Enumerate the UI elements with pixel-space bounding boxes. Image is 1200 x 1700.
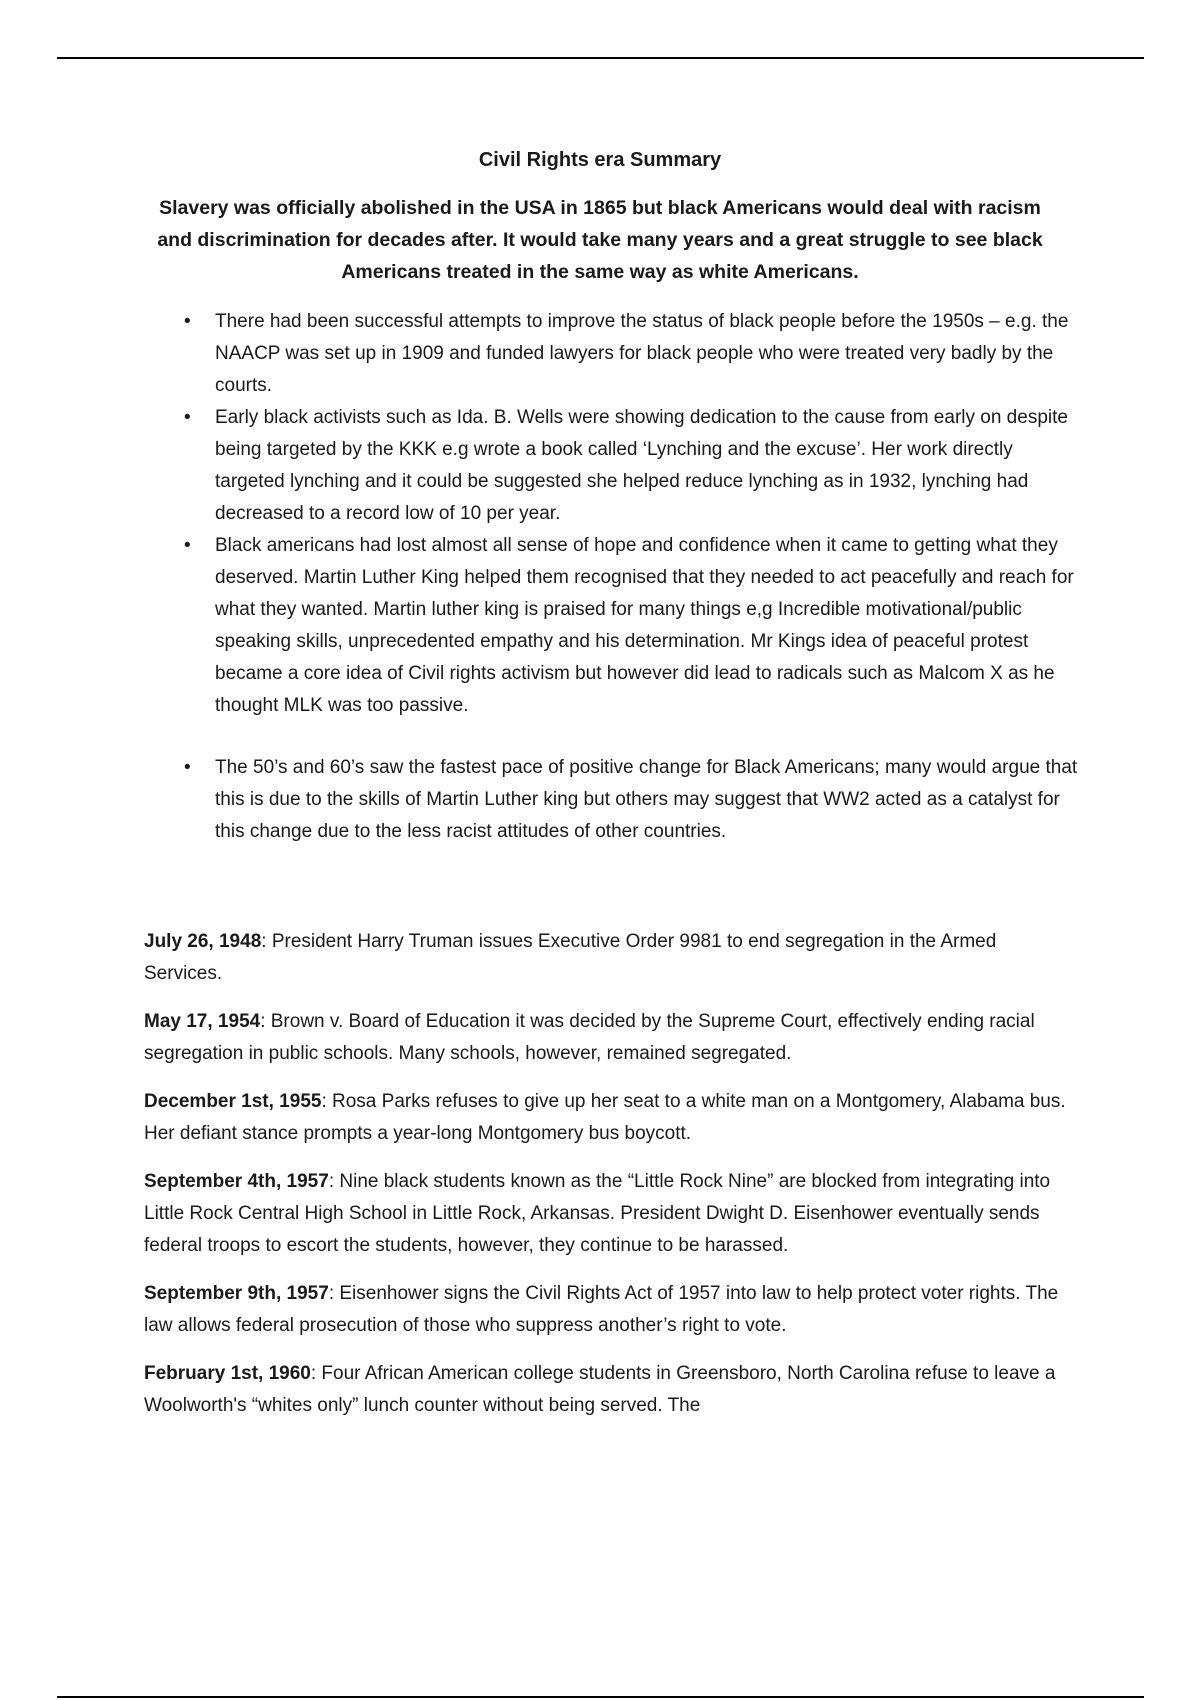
timeline-date: July 26, 1948 <box>144 931 262 952</box>
intro-paragraph: Slavery was officially abolished in the USA in 1865 but black Americans would deal with racism and discrimination for decades after. It would take many years and a great struggle to see black Americans treated in the same way as white Americans. <box>157 197 1043 283</box>
timeline-date: September 9th, 1957 <box>144 1283 329 1304</box>
timeline-text: : Rosa Parks refuses to give up her seat to a white man on a Montgomery, Alabama bus. Her defiant stance prompts a year-long Montgomery bus boycott. <box>144 1091 1066 1144</box>
timeline-entry <box>144 1166 1079 1262</box>
timeline-date: February 1st, 1960 <box>144 1363 311 1384</box>
timeline-section <box>144 926 1079 1438</box>
bullet-item: • There had been successful attempts to improve the status of black people before the 1950s – e.g. the NAACP was set up in 1909 and funded lawyers for black people who were treated very badly by the courts. <box>215 306 1080 402</box>
summary-bullet-list <box>215 306 1080 848</box>
timeline-entry <box>144 1358 1079 1422</box>
timeline-text: : Four African American college students in Greensboro, North Carolina refuse to leave a Woolworth's “whites only” lunch counter without being served. The <box>144 1363 1056 1416</box>
timeline-date: May 17, 1954 <box>144 1011 261 1032</box>
bullet-item: • Black americans had lost almost all sense of hope and confidence when it came to getting what they deserved. Martin Luther King helped them recognised that they needed to act peacefully and reach for what they wanted. Martin luther king is praised for many things e,g Incredible motivational/public speaking skills, unprecedented empathy and his determination. Mr Kings idea of peaceful protest became a core idea of Civil rights activism but however did lead to radicals such as Malcom X as he thought MLK was too passive. <box>215 530 1080 722</box>
timeline-entry <box>144 926 1079 990</box>
bullet-item: • Early black activists such as Ida. B. Wells were showing dedication to the cause from early on despite being targeted by the KKK e.g wrote a book called ‘Lynching and the excuse’. Her work directly targeted lynching and it could be suggested she helped reduce lynching as in 1932, lynching had decreased to a record low of 10 per year. <box>215 402 1080 530</box>
timeline-entry <box>144 1278 1079 1342</box>
timeline-entry <box>144 1006 1079 1070</box>
document-title: Civil Rights era Summary <box>478 149 722 171</box>
bullet-item: • The 50’s and 60’s saw the fastest pace of positive change for Black Americans; many would argue that this is due to the skills of Martin Luther king but others may suggest that WW2 acted as a catalyst for this change due to the less racist attitudes of other countries. <box>215 752 1080 848</box>
header-rule <box>57 57 1144 59</box>
timeline-text: : Eisenhower signs the Civil Rights Act of 1957 into law to help protect voter rights. The law allows federal prosecution of those who suppress another’s right to vote. <box>144 1283 1059 1336</box>
footer-rule <box>57 1696 1144 1698</box>
timeline-entry <box>144 1086 1079 1150</box>
timeline-date: September 4th, 1957 <box>144 1171 329 1192</box>
timeline-date: December 1st, 1955 <box>144 1091 322 1112</box>
timeline-text: : Brown v. Board of Education it was decided by the Supreme Court, effectively ending racial segregation in public schools. Many schools, however, remained segregated. <box>144 1011 1035 1064</box>
timeline-text: : President Harry Truman issues Executive Order 9981 to end segregation in the Armed Services. <box>144 931 997 984</box>
timeline-text: : Nine black students known as the “Little Rock Nine” are blocked from integrating into Little Rock Central High School in Little Rock, Arkansas. President Dwight D. Eisenhower eventually sends federal troops to escort the students, however, they continue to be harassed. <box>144 1171 1051 1256</box>
